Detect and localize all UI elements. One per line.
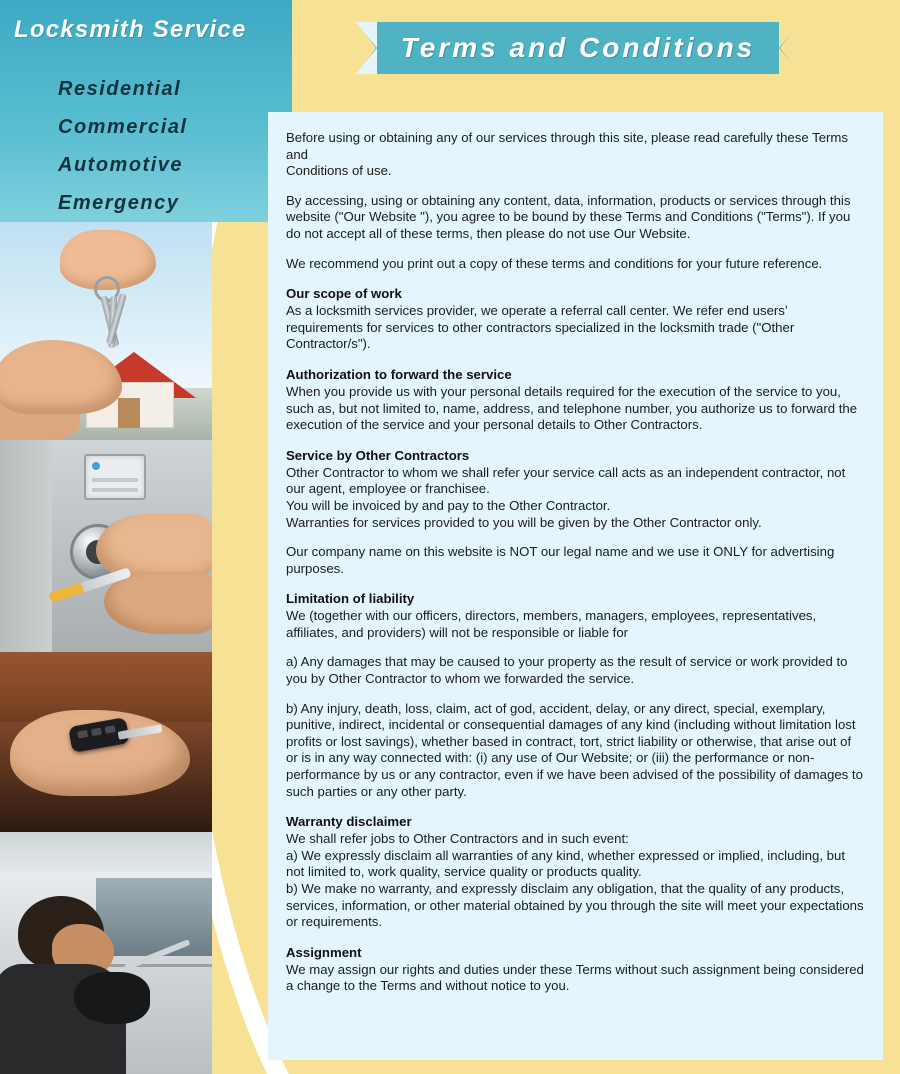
photo-car-key-fob	[0, 652, 212, 832]
section-paragraph: As a locksmith services provider, we operate a referral call center. We refer end users’ requirements for services to other contractors specialized in the locksmith trade ("Other Contractor/s").	[286, 303, 795, 352]
service-item-automotive: Automotive	[58, 154, 183, 176]
section-warranty-disclaimer	[286, 813, 866, 931]
ribbon-notch-right	[780, 22, 800, 74]
section-heading: Service by Other Contractors	[286, 447, 470, 463]
section-paragraph: a) Any damages that may be caused to your property as the result of service or work provided to you by Other Contractor to whom we forwarded the service.	[286, 654, 848, 687]
section-paragraph: Other Contractor to whom we shall refer your service call acts as an independent contractor, not our agent, employee or franchisee. You will be invoiced by and pay to the Other Contractor. Warranties for services provided to you will be given by the Other Contractor only.	[286, 464, 846, 530]
photo-keys-house	[0, 222, 212, 440]
panel-line	[92, 488, 138, 492]
fob-button	[77, 730, 88, 739]
photo2-hand-lower	[104, 572, 212, 634]
section-assignment	[286, 944, 866, 995]
terms-banner	[356, 22, 800, 74]
section-paragraph: Our company name on this website is NOT our legal name and we use it ONLY for advertising purposes.	[286, 544, 835, 576]
glove-icon	[74, 972, 150, 1024]
section-heading: Assignment	[286, 944, 362, 960]
service-item-commercial: Commercial	[58, 116, 188, 138]
fob-button	[91, 728, 102, 737]
service-item-emergency: Emergency	[58, 192, 180, 214]
section-service-by-other-contractors	[286, 447, 866, 531]
service-item-residential: Residential	[58, 78, 182, 100]
terms-card	[268, 112, 883, 1060]
banner-title: Terms and Conditions	[400, 32, 756, 63]
photo-door-lock-install	[0, 440, 212, 652]
intro-paragraph-3: We recommend you print out a copy of these terms and conditions for your future reference.	[286, 255, 823, 271]
service-list	[58, 70, 288, 222]
brand-block	[0, 0, 292, 222]
section-paragraph: When you provide us with your personal details required for the execution of the service to you, such as, but not limited to, name, address, and telephone number, you authorize us to forward the execution of the service and your personal details to Other Contractors.	[286, 383, 858, 433]
photo-technician-car-door	[0, 832, 212, 1074]
section-paragraph: We may assign our rights and duties under these Terms without such assignment being considered a change to the Terms and without notice to you.	[286, 961, 864, 994]
section-liability-item-b	[286, 701, 866, 801]
section-heading: Our scope of work	[286, 286, 402, 302]
intro-paragraph-2: By accessing, using or obtaining any content, data, information, products or services through this website ("Our Website "), you agree to be bound by these Terms and Conditions ("Terms"). If you do not accept all of these terms, then please do not use Our Website.	[286, 192, 851, 241]
keypad-panel	[84, 454, 146, 500]
fob-button	[105, 725, 116, 734]
section-heading: Limitation of liability	[286, 591, 415, 607]
house-door-shape	[118, 398, 140, 428]
section-heading: Warranty disclaimer	[286, 814, 412, 830]
ribbon-notch-left	[356, 22, 376, 74]
photo4-door-seam	[96, 964, 212, 967]
section-liability-item-a	[286, 654, 866, 687]
section-scope-of-work	[286, 285, 866, 353]
brand-title: Locksmith Service	[14, 16, 247, 43]
terms-content	[286, 130, 866, 1042]
photo4-car-window	[96, 878, 212, 956]
section-paragraph: We shall refer jobs to Other Contractors and in such event: a) We expressly disclaim all warranties of any kind, whether expressed or implied, including, but not limited to, work quality, service quality or products quality. b) We make no warranty, and expressly disclaim any obligation, that the quality of any products, services, information, or other material obtained by you through the site will meet your expectations or requirements.	[286, 831, 864, 930]
section-paragraph: We (together with our officers, directors, members, managers, employees, representatives, affiliates, and providers) will not be responsible or liable for	[286, 608, 817, 640]
section-heading: Authorization to forward the service	[286, 366, 512, 382]
section-limitation-of-liability	[286, 590, 866, 641]
intro-paragraph-1: Before using or obtaining any of our services through this site, please read carefully these Terms and Conditions of use.	[286, 130, 848, 179]
panel-line	[92, 478, 138, 482]
section-authorization-to-forward	[286, 366, 866, 434]
led-indicator-icon	[92, 462, 100, 470]
section-paragraph: b) Any injury, death, loss, claim, act of god, accident, delay, or any direct, special, exemplary, punitive, indirect, incidental or consequential damages of any kind (including without limitation lost profits or lost savings), whether based in contract, tort, strict liability or otherwise, that arise out of or is in any way connected with: (i) any use of Our Website; or (iii) the performance or non-performance by us or any contractor, even if we have been advised of the possibility of damages to such parties or any other party.	[286, 700, 863, 799]
section-company-name-notice	[286, 544, 866, 577]
